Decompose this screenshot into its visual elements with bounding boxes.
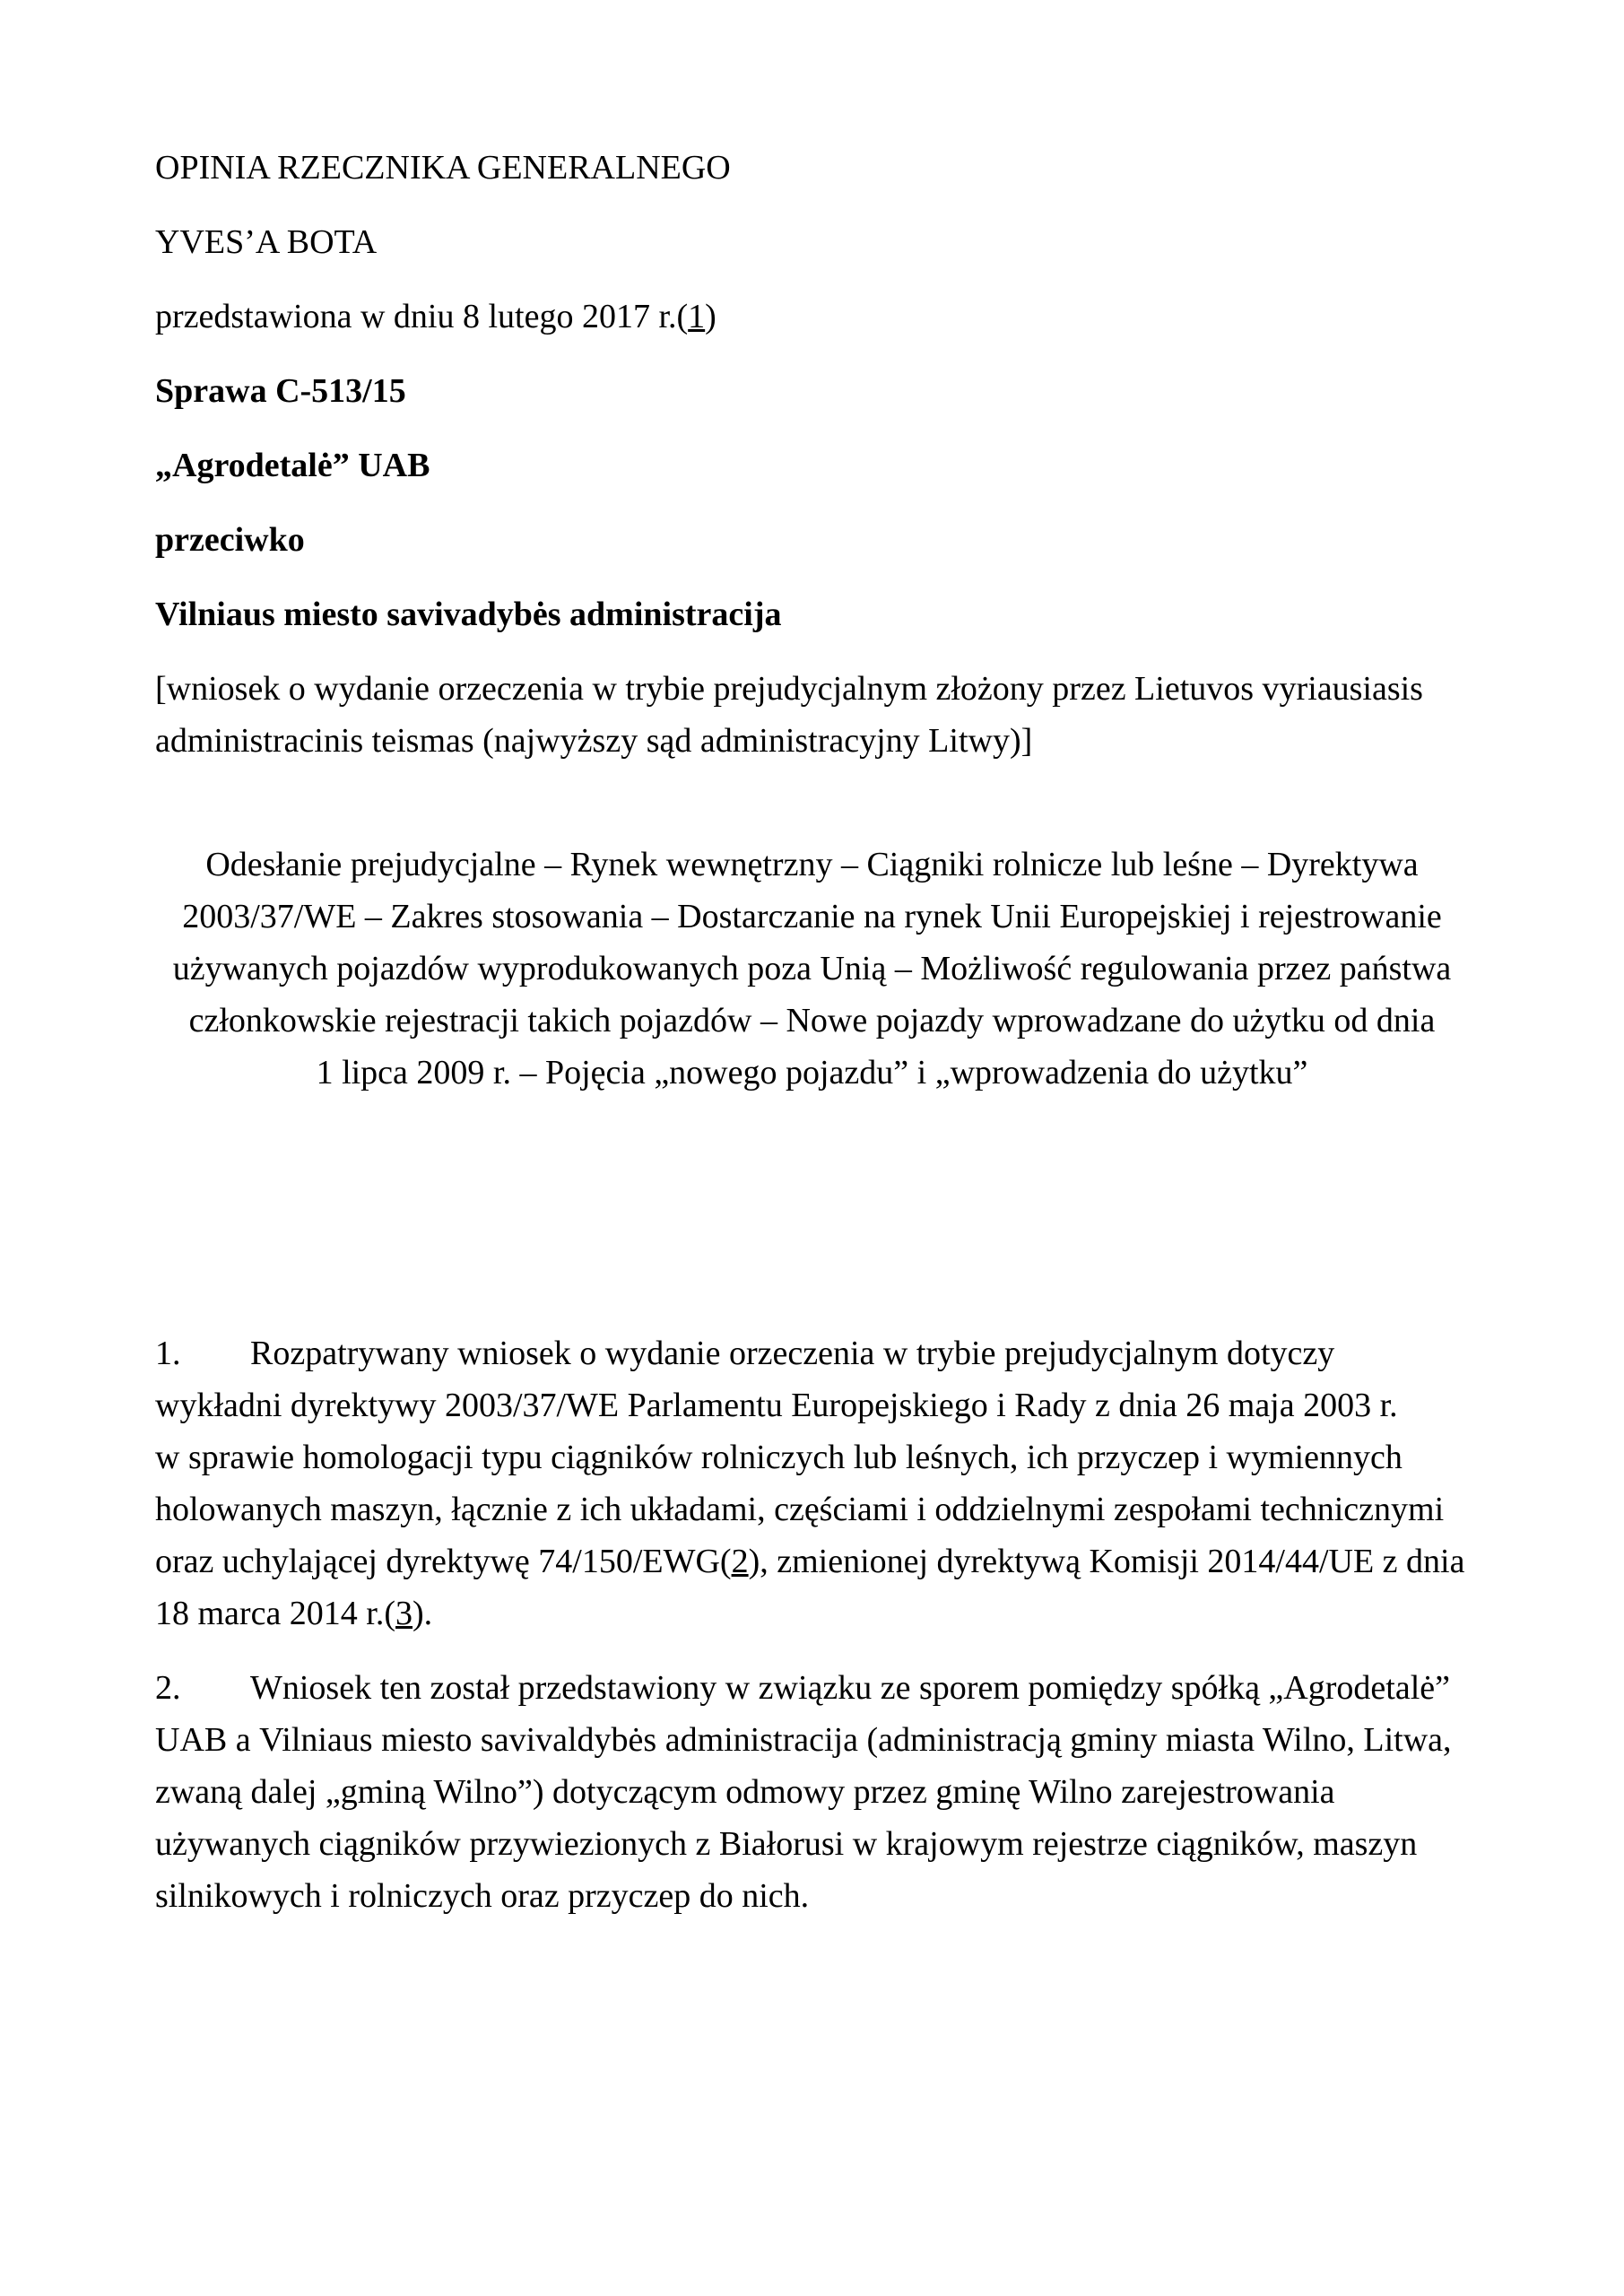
footnote-link[interactable]: 1: [688, 298, 706, 335]
text-run: Wniosek ten został przedstawiony w związku ze sporem pomiędzy spółką „Agrodetalė” UAB a Vilniaus miesto savivaldybės administracija (administracją gminy miasta Wilno, Litwa, zwaną dalej „gminą Wilno”) dotyczącym odmowy przez gminę Wilno zarejestrowania używanych ciągników przywiezionych z Białorusi w krajowym rejestrze ciągników, maszyn silnikowych i rolniczych oraz przyczep do nich.: [155, 1669, 1452, 1915]
referral-note: [wniosek o wydanie orzeczenia w trybie prejudycjalnym złożony przez Lietuvos vyriausiasis administracinis teismas (najwyższy sąd administracyjny Litwy)]: [155, 670, 1423, 760]
versus-label: przeciwko: [155, 521, 305, 559]
paragraph-1: [155, 1327, 1469, 1639]
paragraph-text: [155, 1669, 1452, 1915]
case-number: Sprawa C-513/15: [155, 372, 406, 410]
footnote-link[interactable]: 2: [731, 1543, 749, 1580]
paragraph-number: 1.: [155, 1335, 181, 1372]
text-run: ): [705, 298, 716, 335]
opinion-title: OPINIA RZECZNIKA GENERALNEGO: [155, 149, 731, 187]
advocate-general-name: YVES’A BOTA: [155, 223, 378, 261]
footnote-link[interactable]: 3: [395, 1595, 413, 1632]
defendant-name: Vilniaus miesto savivadybės administracija: [155, 596, 782, 633]
keywords-block: Odesłanie prejudycjalne – Rynek wewnętrzny – Ciągniki rolnicze lub leśne – Dyrektywa 2003/37/WE – Zakres stosowania – Dostarczanie na rynek Unii Europejskiej i rejestrowanie używanych pojazdów wyprodukowanych poza Unią – Możliwość regulowania przez państwa członkowskie rejestracji takich pojazdów – Nowe pojazdy wprowadzane do użytku od dnia 1 lipca 2009 r. – Pojęcia „nowego pojazdu” i „wprowadzenia do użytku”: [172, 846, 1452, 1091]
paragraph-text: [155, 1335, 1464, 1632]
paragraph-number: 2.: [155, 1669, 181, 1707]
text-run: Rozpatrywany wniosek o wydanie orzeczenia w trybie prejudycjalnym dotyczy wykładni dyrektywy 2003/37/WE Parlamentu Europejskiego i Rady z dnia 26 maja 2003 r. w sprawie homologacji typu ciągników rolniczych lub leśnych, ich przyczep i wymiennych holowanych maszyn, łącznie z ich układami, częściami i oddzielnymi zespołami technicznymi oraz uchylającej dyrektywę 74/150/EWG(: [155, 1335, 1445, 1580]
text-run: ), zmienionej dyrektywą Komisji 2014/44/UE z dnia 18 marca 2014 r.(: [155, 1543, 1465, 1632]
presentation-date-line: [155, 291, 1469, 343]
applicant-name: „Agrodetalė” UAB: [155, 447, 430, 484]
text-run: ).: [413, 1595, 433, 1632]
paragraph-2: [155, 1662, 1469, 1922]
text-run: przedstawiona w dniu 8 lutego 2017 r.(: [155, 298, 689, 335]
